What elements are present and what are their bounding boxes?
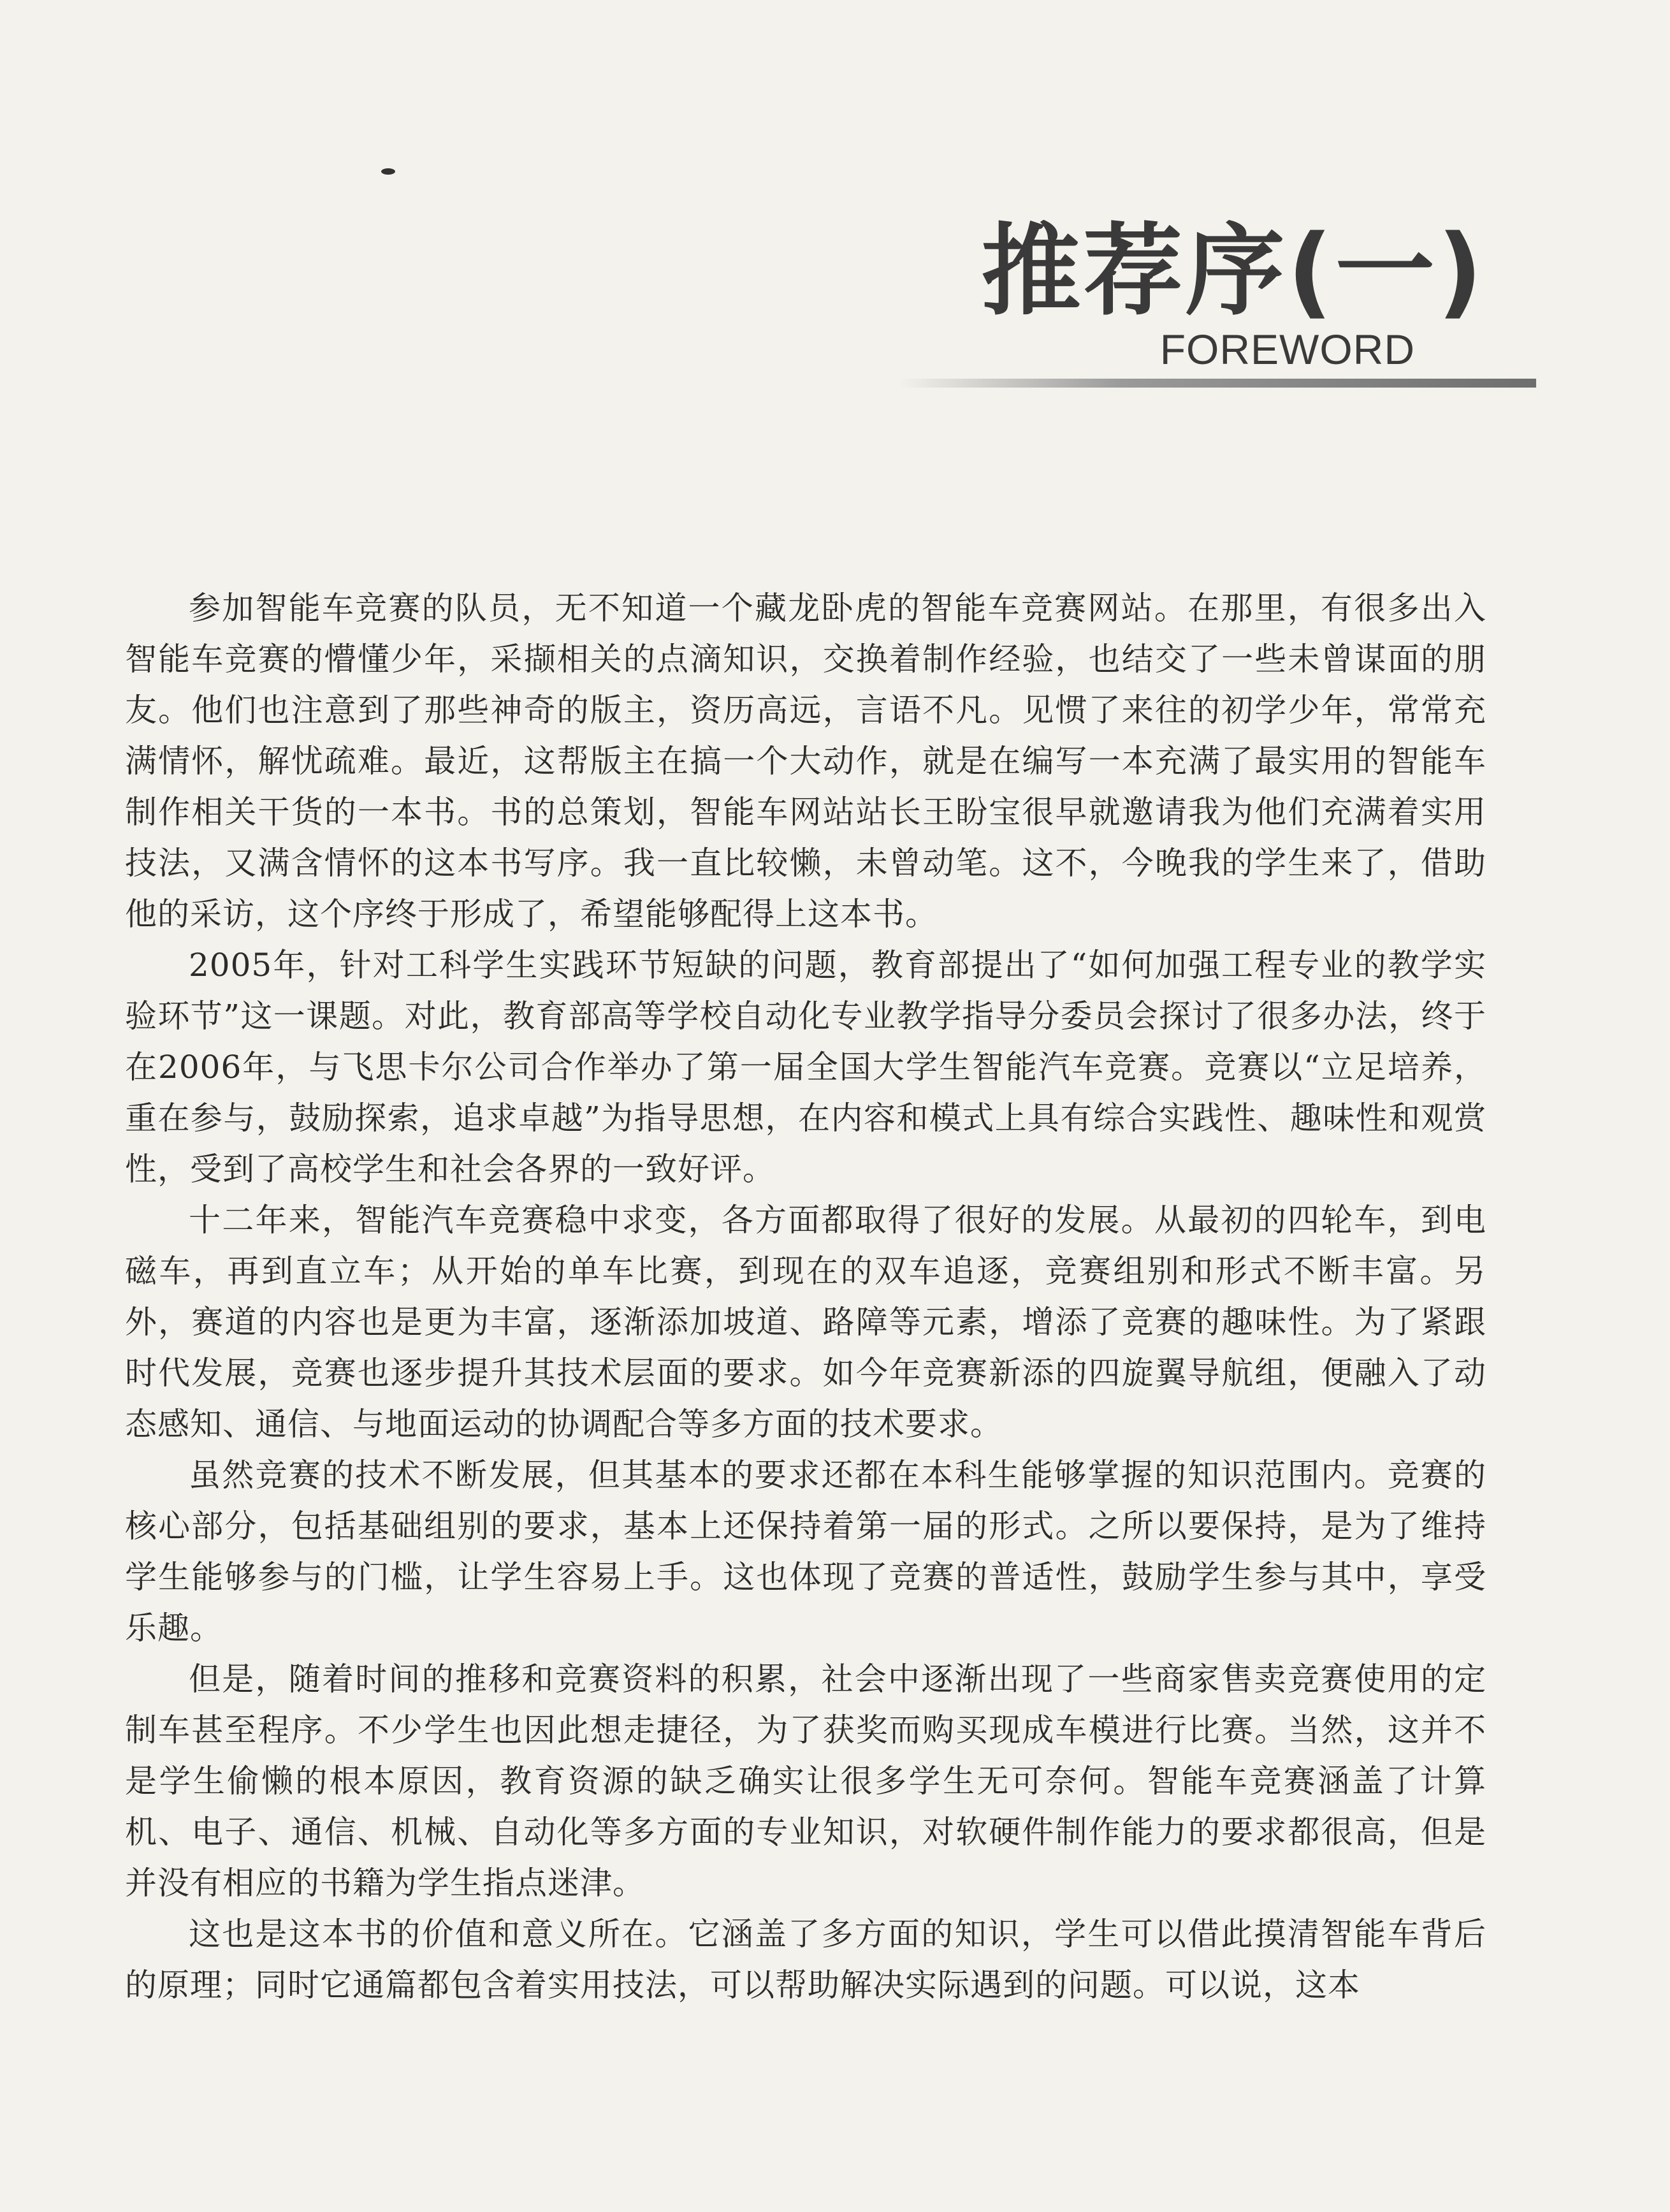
paragraph: 虽然竞赛的技术不断发展，但其基本的要求还都在本科生能够掌握的知识范围内。竞赛的核心部分，包括基础组别的要求，基本上还保持着第一届的形式。之所以要保持，是为了维持学生能够参与的门槛，让学生容易上手。这也体现了竞赛的普适性，鼓励学生参与其中，享受乐趣。 [125,1457,1486,1647]
foreword-body [125,583,1486,2011]
paragraph: 这也是这本书的价值和意义所在。它涵盖了多方面的知识，学生可以借此摸清智能车背后的原理；同时它通篇都包含着实用技法，可以帮助解决实际遇到的问题。可以说，这本 [125,1916,1486,2004]
chapter-title: 推荐序(一) [981,213,1485,329]
paragraph: 2005年，针对工科学生实践环节短缺的问题，教育部提出了“如何加强工程专业的教学实验环节”这一课题。对此，教育部高等学校自动化专业教学指导分委员会探讨了很多办法，终于在2006年，与飞思卡尔公司合作举办了第一届全国大学生智能汽车竞赛。竞赛以“立足培养，重在参与，鼓励探索，追求卓越”为指导思想，在内容和模式上具有综合实践性、趣味性和观赏性，受到了高校学生和社会各界的一致好评。 [125,947,1486,1188]
header-rule [899,379,1536,388]
paragraph: 十二年来，智能汽车竞赛稳中求变，各方面都取得了很好的发展。从最初的四轮车，到电磁车，再到直立车；从开始的单车比赛，到现在的双车追逐，竞赛组别和形式不断丰富。另外，赛道的内容也是更为丰富，逐渐添加坡道、路障等元素，增添了竞赛的趣味性。为了紧跟时代发展，竞赛也逐步提升其技术层面的要求。如今年竞赛新添的四旋翼导航组，便融入了动态感知、通信、与地面运动的协调配合等多方面的技术要求。 [125,1202,1486,1443]
chapter-header [860,210,1504,402]
chapter-subtitle: FOREWORD [1159,326,1415,373]
print-speck [381,168,395,175]
paragraph: 参加智能车竞赛的队员，无不知道一个藏龙卧虎的智能车竞赛网站。在那里，有很多出入智能车竞赛的懵懂少年，采撷相关的点滴知识，交换着制作经验，也结交了一些未曾谋面的朋友。他们也注意到了那些神奇的版主，资历高远，言语不凡。见惯了来往的初学少年，常常充满情怀，解忧疏难。最近，这帮版主在搞一个大动作，就是在编写一本充满了最实用的智能车制作相关干货的一本书。书的总策划，智能车网站站长王盼宝很早就邀请我为他们充满着实用技法，又满含情怀的这本书写序。我一直比较懒，未曾动笔。这不，今晚我的学生来了，借助他的采访，这个序终于形成了，希望能够配得上这本书。 [125,590,1486,933]
paragraph: 但是，随着时间的推移和竞赛资料的积累，社会中逐渐出现了一些商家售卖竞赛使用的定制车甚至程序。不少学生也因此想走捷径，为了获奖而购买现成车模进行比赛。当然，这并不是学生偷懒的根本原因，教育资源的缺乏确实让很多学生无可奈何。智能车竞赛涵盖了计算机、电子、通信、机械、自动化等多方面的专业知识，对软硬件制作能力的要求都很高，但是并没有相应的书籍为学生指点迷津。 [125,1661,1486,1902]
